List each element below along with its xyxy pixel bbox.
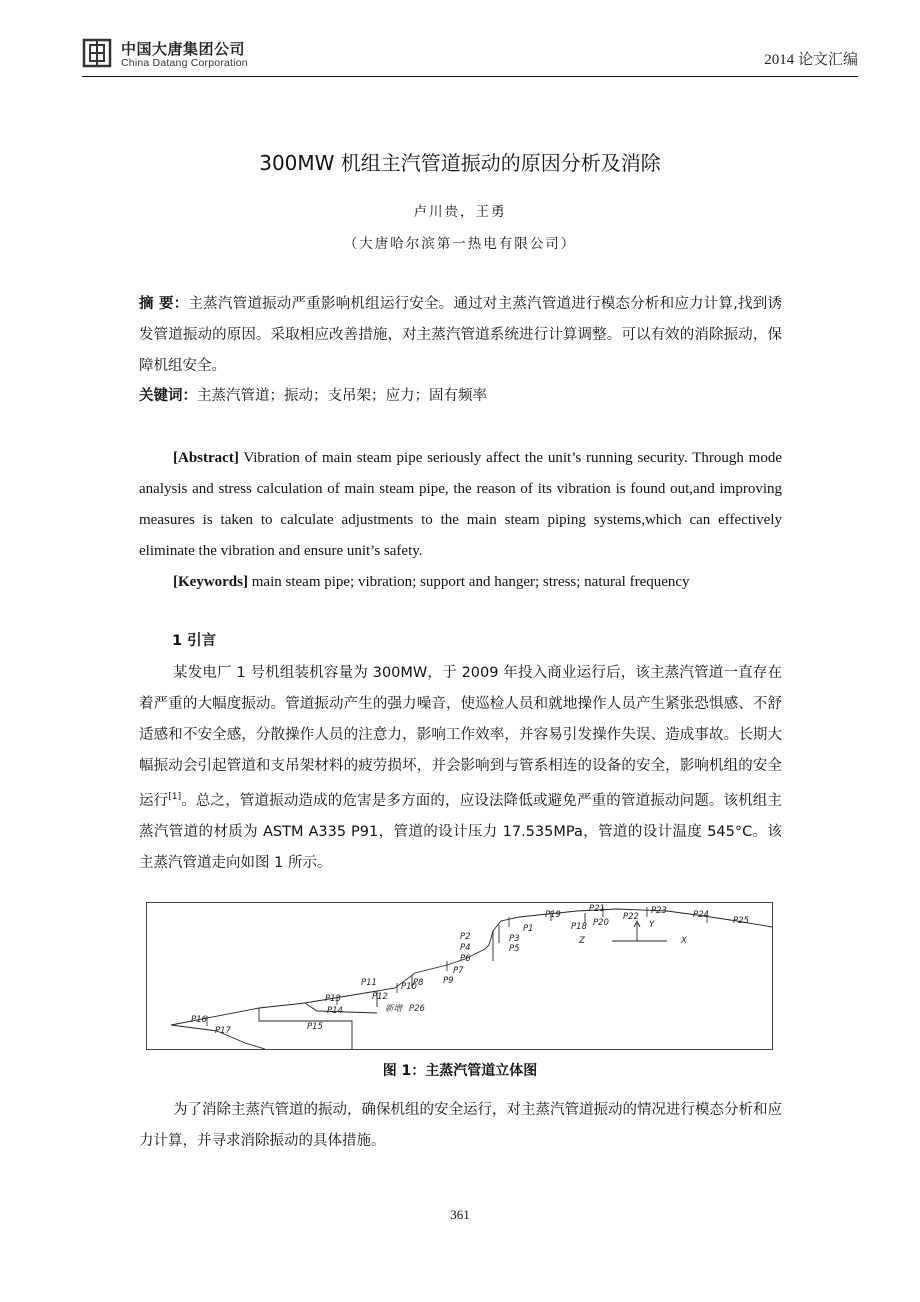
label-p26: P26	[409, 1004, 425, 1014]
collection-title: 2014 论文汇编	[764, 52, 858, 68]
label-axis-y: Y	[649, 920, 655, 930]
intro-text-b: 。总之，管道振动造成的危害是多方面的，应设法降低或避免严重的管道振动问题。该机组主蒸汽管道的材质为 ASTM A335 P91，管道的设计压力 17.535MPa，管道的设计温度 545°C。该主蒸汽管道走向如图 1 所示。	[139, 792, 783, 871]
keywords-cn-text: 主蒸汽管道；振动；支吊架；应力；固有频率	[197, 388, 487, 404]
introduction-paragraph-1	[139, 658, 782, 879]
label-p17: P17	[215, 1026, 231, 1036]
abstract-en-text: Vibration of main steam pipe seriously affect the unit’s running security. Through mode analysis and stress calculation of main steam pipe, the reason of its vibration is found out,and improving measures is taken to calculate adjustments to the main steam piping systems,which can effectively eliminate the vibration and ensure unit’s safety.	[139, 450, 782, 559]
figure-1-caption: 图 1：主蒸汽管道立体图	[382, 1063, 538, 1079]
citation-ref-1[interactable]: [1]	[168, 792, 182, 802]
label-p8: P8	[413, 978, 424, 988]
label-p9: P9	[443, 976, 454, 986]
label-p20: P20	[593, 918, 609, 928]
abstract-english	[139, 443, 782, 567]
paper-affiliation: （大唐哈尔滨第一热电有限公司）	[343, 236, 577, 252]
logo-english-name: China Datang Corporation	[121, 57, 248, 69]
page-number: 361	[450, 1207, 470, 1222]
abstract-cn-text: 主蒸汽管道振动严重影响机组运行安全。通过对主蒸汽管道进行模态分析和应力计算,找到诱发管道振动的原因。采取相应改善措施，对主蒸汽管道系统进行计算调整。可以有效的消除振动，保障机组安全。	[139, 296, 782, 374]
keywords-en-label: [Keywords]	[173, 574, 248, 590]
intro-text-a: 某发电厂 1 号机组装机容量为 300MW，于 2009 年投入商业运行后，该主蒸汽管道一直存在着严重的大幅度振动。管道振动产生的强力噪音，使巡检人员和就地操作人员产生紧张恐惧感、不舒适感和不安全感，分散操作人员的注意力，影响工作效率，并容易引发操作失误、造成事故。长期大幅振动会引起管道和支吊架材料的疲劳损坏，并会影响到与管系相连的设备的安全，影响机组的安全运行	[139, 665, 782, 809]
label-p5: P5	[509, 944, 520, 954]
label-p3: P3	[509, 934, 520, 944]
label-p21: P21	[589, 904, 605, 914]
figure-piping-diagram	[146, 902, 773, 1050]
keywords-cn-label: 关键词：	[139, 388, 197, 404]
keywords-chinese	[139, 381, 782, 412]
logo-chinese-name: 中国大唐集团公司	[121, 40, 246, 58]
datang-logo-icon	[82, 38, 112, 68]
label-p11: P11	[361, 978, 377, 988]
label-axis-x: X	[681, 936, 687, 946]
label-p25: P25	[733, 916, 749, 926]
label-p4: P4	[460, 943, 471, 953]
piping-isometric-svg	[147, 903, 772, 1049]
label-axis-z: Z	[579, 936, 585, 946]
label-p18: P18	[571, 922, 587, 932]
label-p7: P7	[453, 966, 464, 976]
keywords-en-text: main steam pipe; vibration; support and hanger; stress; natural frequency	[248, 574, 690, 590]
label-p6: P6	[460, 954, 471, 964]
keywords-english	[139, 567, 782, 598]
label-p13: P13	[325, 994, 341, 1004]
label-p12: P12	[372, 992, 388, 1002]
label-p14: P14	[327, 1006, 343, 1016]
label-p2: P2	[460, 932, 471, 942]
abstract-chinese	[139, 289, 782, 382]
label-p24: P24	[693, 910, 709, 920]
label-p22: P22	[623, 912, 639, 922]
label-p19: P19	[545, 910, 561, 920]
label-p23: P23	[651, 906, 667, 916]
paper-title: 300MW 机组主汽管道振动的原因分析及消除	[259, 151, 661, 175]
introduction-paragraph-2: 为了消除主蒸汽管道的振动，确保机组的安全运行，对主蒸汽管道振动的情况进行模态分析和应力计算，并寻求消除振动的具体措施。	[139, 1102, 782, 1149]
label-p10: P10	[401, 982, 417, 992]
label-p1: P1	[523, 924, 534, 934]
label-new-hanger: 新增	[385, 1004, 403, 1014]
label-p16: P16	[191, 1015, 207, 1025]
label-p15: P15	[307, 1022, 323, 1032]
header-divider	[82, 76, 858, 77]
abstract-en-label: [Abstract]	[173, 450, 239, 466]
section-heading-introduction: 1 引言	[172, 633, 217, 649]
paper-authors: 卢川贵，王勇	[413, 204, 507, 220]
main-pipe-route	[171, 909, 772, 1025]
abstract-cn-label: 摘 要：	[139, 296, 189, 312]
